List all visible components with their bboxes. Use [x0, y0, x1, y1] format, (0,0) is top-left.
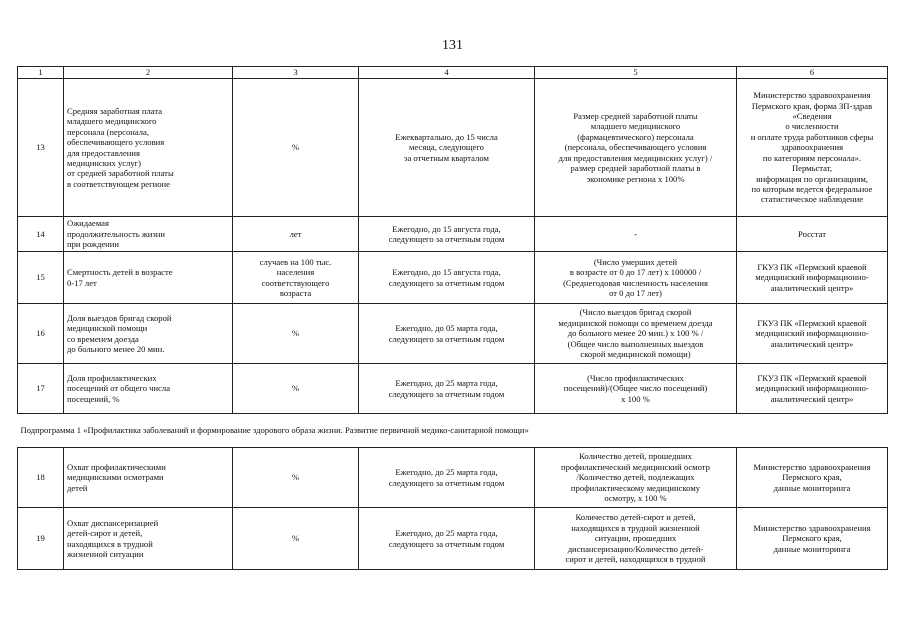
table-row	[18, 217, 888, 252]
row-number: 15	[18, 252, 64, 304]
row-number: 19	[18, 508, 64, 570]
indicator-name: Охват диспансеризацией детей-сирот и детей, находящихся в трудной жизненной ситуации	[64, 508, 233, 570]
unit: %	[233, 79, 359, 217]
calculation-formula: (Число выездов бригад скорой медицинской помощи со временем доезда до больного менее 20 мин.) x 100 % / (Общее число выполненных выездов скорой медицинской помощи)	[535, 304, 737, 364]
indicators-table	[17, 66, 888, 570]
indicator-name: Охват профилактическими медицинскими осмотрами детей	[64, 448, 233, 508]
indicator-name: Ожидаемая продолжительность жизни при рождении	[64, 217, 233, 252]
column-header-row	[18, 67, 888, 79]
calculation-formula: (Число умерших детей в возрасте от 0 до 17 лет) x 100000 / (Среднегодовая численность населения от 0 до 17 лет)	[535, 252, 737, 304]
unit: %	[233, 448, 359, 508]
subprogram-row	[18, 414, 888, 448]
column-header: 4	[359, 67, 535, 79]
data-source: Министерство здравоохранения Пермского края, данные мониторинга	[737, 508, 888, 570]
row-number: 13	[18, 79, 64, 217]
table-row	[18, 364, 888, 414]
table-row	[18, 448, 888, 508]
reporting-period: Ежегодно, до 25 марта года, следующего за отчетным годом	[359, 364, 535, 414]
unit: лет	[233, 217, 359, 252]
calculation-formula: -	[535, 217, 737, 252]
unit: %	[233, 364, 359, 414]
column-header: 1	[18, 67, 64, 79]
data-source: Росстат	[737, 217, 888, 252]
indicator-name: Доля выездов бригад скорой медицинской помощи со временем доезда до больного менее 20 мин.	[64, 304, 233, 364]
data-source: ГКУЗ ПК «Пермский краевой медицинский информационно- аналитический центр»	[737, 252, 888, 304]
column-header: 2	[64, 67, 233, 79]
indicator-name: Смертность детей в возрасте 0-17 лет	[64, 252, 233, 304]
data-source: Министерство здравоохранения Пермского края, форма ЗП-здрав «Сведения о численности и оплате труда работников сферы здравоохранения по категориям персонала». Пермьстат, информация по организациям, по которым ведется федеральное статистическое наблюдение	[737, 79, 888, 217]
calculation-formula: Количество детей, прошедших профилактический медицинский осмотр /Количество детей, подлежащих профилактическому медицинскому осмотру, x 100 %	[535, 448, 737, 508]
row-number: 14	[18, 217, 64, 252]
reporting-period: Ежегодно, до 05 марта года, следующего за отчетным годом	[359, 304, 535, 364]
row-number: 18	[18, 448, 64, 508]
reporting-period: Ежеквартально, до 15 числа месяца, следующего за отчетным кварталом	[359, 79, 535, 217]
column-header: 3	[233, 67, 359, 79]
reporting-period: Ежегодно, до 15 августа года, следующего за отчетным годом	[359, 252, 535, 304]
data-source: ГКУЗ ПК «Пермский краевой медицинский информационно- аналитический центр»	[737, 364, 888, 414]
table-row	[18, 79, 888, 217]
column-header: 5	[535, 67, 737, 79]
data-source: Министерство здравоохранения Пермского края, данные мониторинга	[737, 448, 888, 508]
table-row	[18, 508, 888, 570]
table-row	[18, 304, 888, 364]
subprogram-title: Подпрограмма 1 «Профилактика заболеваний и формирование здорового образа жизни. Развитие первичной медико-санитарной помощи»	[18, 414, 888, 448]
page-number: 131	[442, 38, 463, 53]
reporting-period: Ежегодно, до 25 марта года, следующего за отчетным годом	[359, 508, 535, 570]
calculation-formula: Количество детей-сирот и детей, находящихся в трудной жизненной ситуации, прошедших диспансеризацию/Количество детей- сирот и детей, находящихся в трудной	[535, 508, 737, 570]
data-source: ГКУЗ ПК «Пермский краевой медицинский информационно- аналитический центр»	[737, 304, 888, 364]
reporting-period: Ежегодно, до 25 марта года, следующего за отчетным годом	[359, 448, 535, 508]
unit: %	[233, 508, 359, 570]
unit: случаев на 100 тыс. населения соответствующего возраста	[233, 252, 359, 304]
row-number: 16	[18, 304, 64, 364]
column-header: 6	[737, 67, 888, 79]
table-row	[18, 252, 888, 304]
indicator-name: Средняя заработная плата младшего медицинского персонала (персонала, обеспечивающего условия для предоставления медицинских услуг) от средней заработной платы в соответствующем регионе	[64, 79, 233, 217]
unit: %	[233, 304, 359, 364]
row-number: 17	[18, 364, 64, 414]
calculation-formula: Размер средней заработной платы младшего медицинского (фармацевтического) персонала (персонала, обеспечивающего условия для предоставления медицинских услуг) / размер средней заработной платы в экономике региона x 100%	[535, 79, 737, 217]
reporting-period: Ежегодно, до 15 августа года, следующего за отчетным годом	[359, 217, 535, 252]
calculation-formula: (Число профилактических посещений)/(Общее число посещений) x 100 %	[535, 364, 737, 414]
indicator-name: Доля профилактических посещений от общего числа посещений, %	[64, 364, 233, 414]
